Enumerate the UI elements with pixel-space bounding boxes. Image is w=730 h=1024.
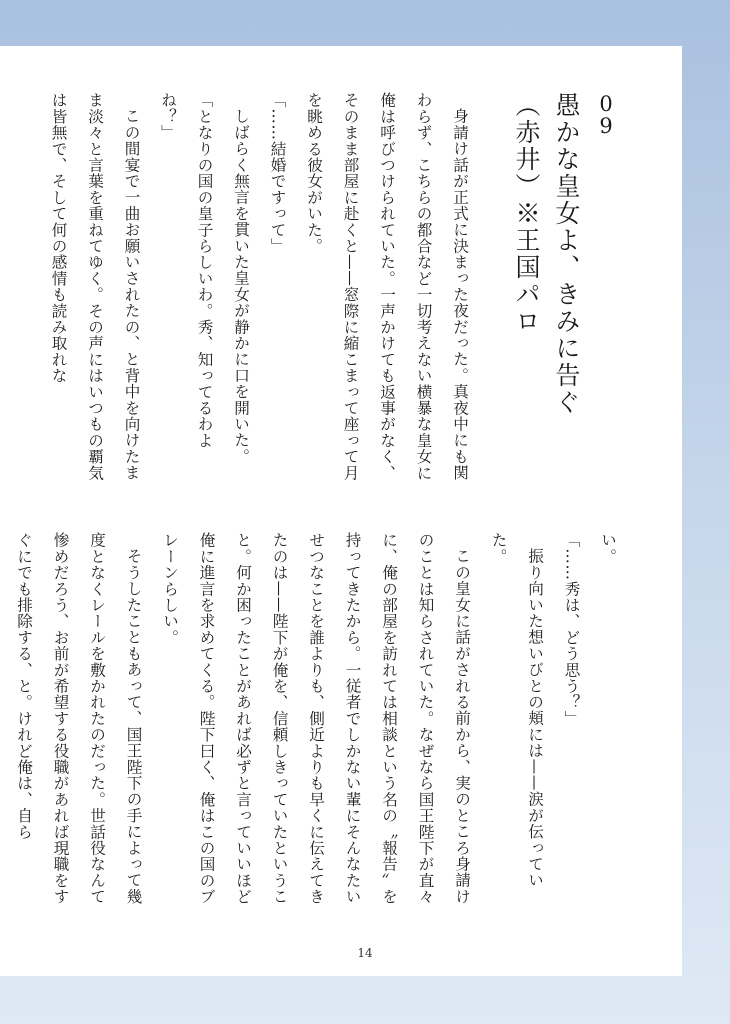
chapter-number: 09 — [594, 92, 618, 136]
paragraph: この皇女に話がされる前から、実のところ身請けのことは知らされていた。なぜなら国王陛下が直々に、俺の部屋を訪れては相談という名の〝報告〟を持ってきたから。一従者でしかない輩にそんなたいせつなことを誰よりも、側近よりも早くに伝えてきたのは——陛下が俺を、信頼しきっていたということ。何か困ったことがあれば必ずと言っていいほど俺に進言を求めてくる。陛下曰く、俺はこの国のブレーンらしい。 — [161, 532, 471, 905]
paragraph-continuation: い。 — [599, 532, 617, 565]
paragraph: この間宴で一曲お願いされたの、と背中を向けたまま淡々と言葉を重ねてゆく。その声にはいつもの覇気は皆無で、そして何の感情も読み取れな — [49, 92, 141, 481]
chapter-title-line-1: 愚かな皇女よ、きみに告ぐ — [552, 92, 581, 416]
bottom-text-block — [15, 532, 626, 914]
paragraph: 身請け話が正式に決まった夜だった。真夜中にも関わらず、こちらの都合など一切考えない横暴な皇女に俺は呼びつけられていた。一声かけても返事がなく、そのまま部屋に赴くと——窓際に縮こまって座って月を眺める彼女がいた。 — [305, 92, 469, 481]
chapter-title-line-2: （赤井）※王国パロ — [512, 92, 541, 335]
paragraph: 振り向いた想いびとの頬には——涙が伝っていた。 — [489, 532, 544, 888]
book-page — [0, 46, 682, 976]
chapter-heading — [506, 92, 626, 484]
dialogue: 「……結婚ですって」 — [268, 92, 287, 254]
paragraph: そうしたこともあって、国王陛下の手によって幾度となくレールを敷かれたのだった。世話役なんて惨めだろう、お前が希望する役職があれば現職をすぐにでも排除する、と。けれど俺は、自ら — [15, 532, 143, 905]
paragraph: しばらく無言を貫いた皇女が静かに口を開いた。 — [232, 107, 250, 464]
page-number: 14 — [357, 946, 373, 960]
dialogue: 「……秀は、どう思う？」 — [562, 532, 581, 727]
dialogue: 「となりの国の皇子らしいわ。秀、知ってるわよね？」 — [159, 92, 214, 449]
top-text-block — [49, 92, 626, 484]
